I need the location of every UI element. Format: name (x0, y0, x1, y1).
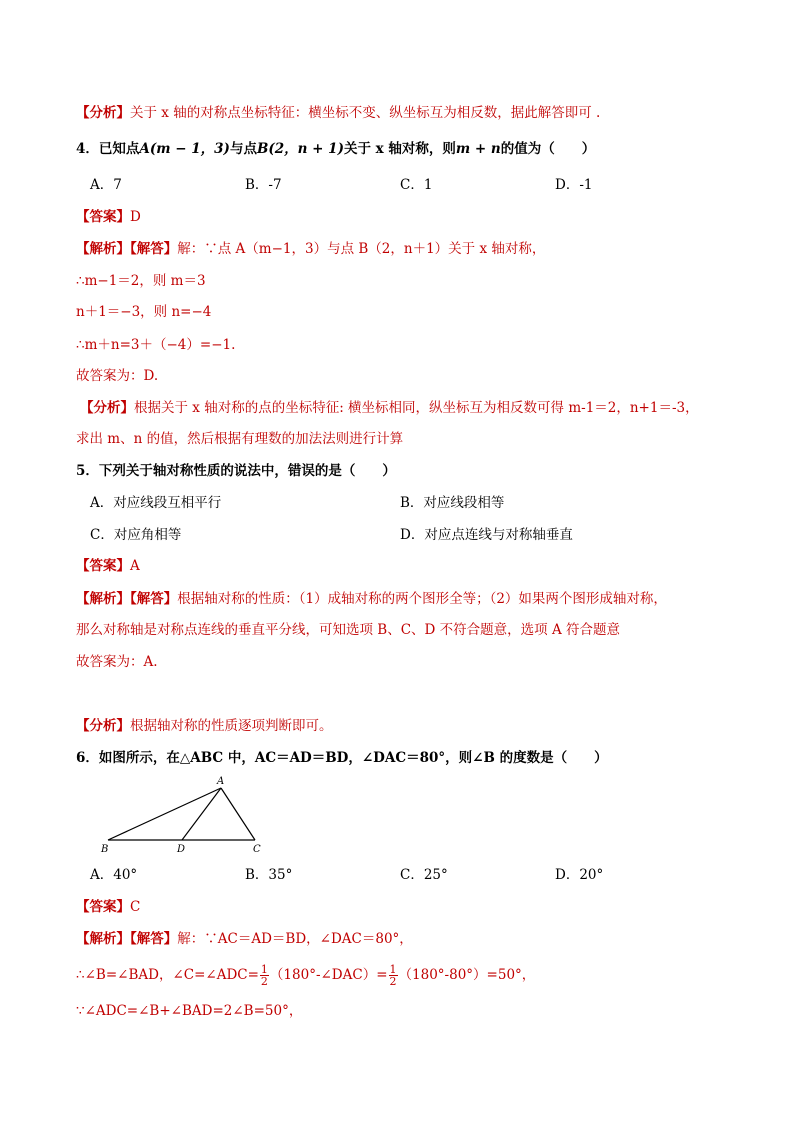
q5-analysis (76, 717, 333, 735)
solution-tag: 【解析】【解答】 (76, 591, 178, 607)
segment-ab (108, 788, 221, 840)
q4-solution-line1 (76, 240, 545, 258)
q4-solution-line4: ∴m＋n=3＋（−4）=−1. (76, 337, 236, 353)
q6-option-a: A．40° (90, 867, 138, 883)
q3-analysis (76, 104, 600, 122)
q5-option-d: D．对应点连线与对称轴垂直 (400, 527, 573, 543)
q4-answer (76, 208, 141, 226)
q6-solution-line3: ∵∠ADC=∠B+∠BAD=2∠B=50°， (76, 1003, 303, 1019)
label-c: C (253, 844, 261, 855)
segment-ac (221, 788, 255, 840)
q5-option-a: A．对应线段互相平行 (90, 495, 222, 511)
q5-option-c: C．对应角相等 (90, 527, 182, 543)
label-a: A (217, 776, 225, 787)
q4-stem-suffix: 的值为（ ） (500, 141, 596, 157)
q5-solution-line1 (76, 590, 667, 608)
q4-conclusion: 故答案为：D. (76, 368, 159, 384)
q4-stem-mid2: 关于 x 轴对称，则 (343, 141, 456, 157)
q4-analysis-line1 (80, 399, 699, 417)
q5-answer (76, 557, 140, 575)
answer-value: A (130, 558, 140, 574)
analysis-tag: 【分析】 (80, 400, 134, 416)
analysis-text: 关于 x 轴的对称点坐标特征：横坐标不变、纵坐标互为相反数，据此解答即可 . (130, 105, 601, 121)
q6-answer (76, 898, 140, 916)
q4-option-c: C．1 (400, 177, 433, 193)
q4-stem (76, 140, 595, 158)
solution-text: 根据轴对称的性质：（1）成轴对称的两个图形全等；（2）如果两个图形成轴对称， (177, 591, 667, 607)
analysis-tag: 【分析】 (76, 718, 130, 734)
label-d: D (177, 844, 186, 855)
answer-value: D (130, 209, 141, 225)
q4-option-d: D．-1 (555, 177, 593, 193)
q6-stem: 6．如图所示，在△ABC 中，AC＝AD＝BD，∠DAC＝80°，则∠B 的度数是（ ） (76, 750, 608, 766)
solution-part: （180°-80°）=50°， (398, 967, 536, 983)
q6-solution-line2 (76, 964, 535, 987)
fraction-half: $\frac{1}{2}$ (260, 963, 268, 988)
analysis-text: 根据关于 x 轴对称的点的坐标特征: 横坐标相同，纵坐标互为相反数可得 m-1＝2，n+1＝-3， (134, 400, 699, 416)
q4-analysis-line2: 求出 m、n 的值，然后根据有理数的加法法则进行计算 (76, 431, 404, 447)
fraction-half: $\frac{1}{2}$ (389, 963, 397, 988)
label-b: B (101, 844, 109, 855)
q6-option-c: C．25° (400, 867, 448, 883)
solution-part: ∴∠B=∠BAD，∠C=∠ADC= (76, 967, 259, 983)
q4-option-b: B．-7 (245, 177, 282, 193)
solution-tag: 【解析】【解答】 (76, 931, 178, 947)
answer-tag: 【答案】 (76, 209, 130, 225)
analysis-text: 根据轴对称的性质逐项判断即可。 (130, 718, 333, 734)
q4-expr: m + n (455, 141, 501, 157)
q6-solution-line1 (76, 930, 413, 948)
q5-stem: 5．下列关于轴对称性质的说法中，错误的是（ ） (76, 463, 396, 479)
answer-tag: 【答案】 (76, 558, 130, 574)
triangle-figure (90, 772, 280, 856)
q4-stem-prefix: 4．已知点 (76, 141, 140, 157)
solution-part: （180°-∠DAC）= (269, 967, 388, 983)
q4-solution-line2: ∴m−1＝2，则 m＝3 (76, 273, 206, 289)
q4-point-b: B(2，n + 1) (256, 141, 344, 157)
solution-tag: 【解析】【解答】 (76, 241, 178, 257)
answer-tag: 【答案】 (76, 899, 130, 915)
solution-text: 解：∵点 A（m−1，3）与点 B（2，n＋1）关于 x 轴对称， (177, 241, 546, 257)
q4-solution-line3: n＋1＝−3，则 n=−4 (76, 304, 212, 320)
analysis-tag: 【分析】 (76, 105, 130, 121)
q4-point-a: A(m − 1，3) (139, 141, 230, 157)
q5-option-b: B．对应线段相等 (400, 495, 505, 511)
q4-stem-mid: 与点 (229, 141, 257, 157)
q4-option-a: A．7 (90, 177, 122, 193)
q6-option-d: D．20° (555, 867, 604, 883)
segment-ad (182, 788, 221, 840)
answer-value: C (130, 899, 141, 915)
q6-option-b: B．35° (245, 867, 293, 883)
q5-conclusion: 故答案为：A. (76, 654, 158, 670)
solution-text: 解：∵AC＝AD＝BD，∠DAC＝80°， (177, 931, 413, 947)
q5-solution-line2: 那么对称轴是对称点连线的垂直平分线，可知选项 B、C、D 不符合题意，选项 A 符合题意 (76, 622, 620, 638)
